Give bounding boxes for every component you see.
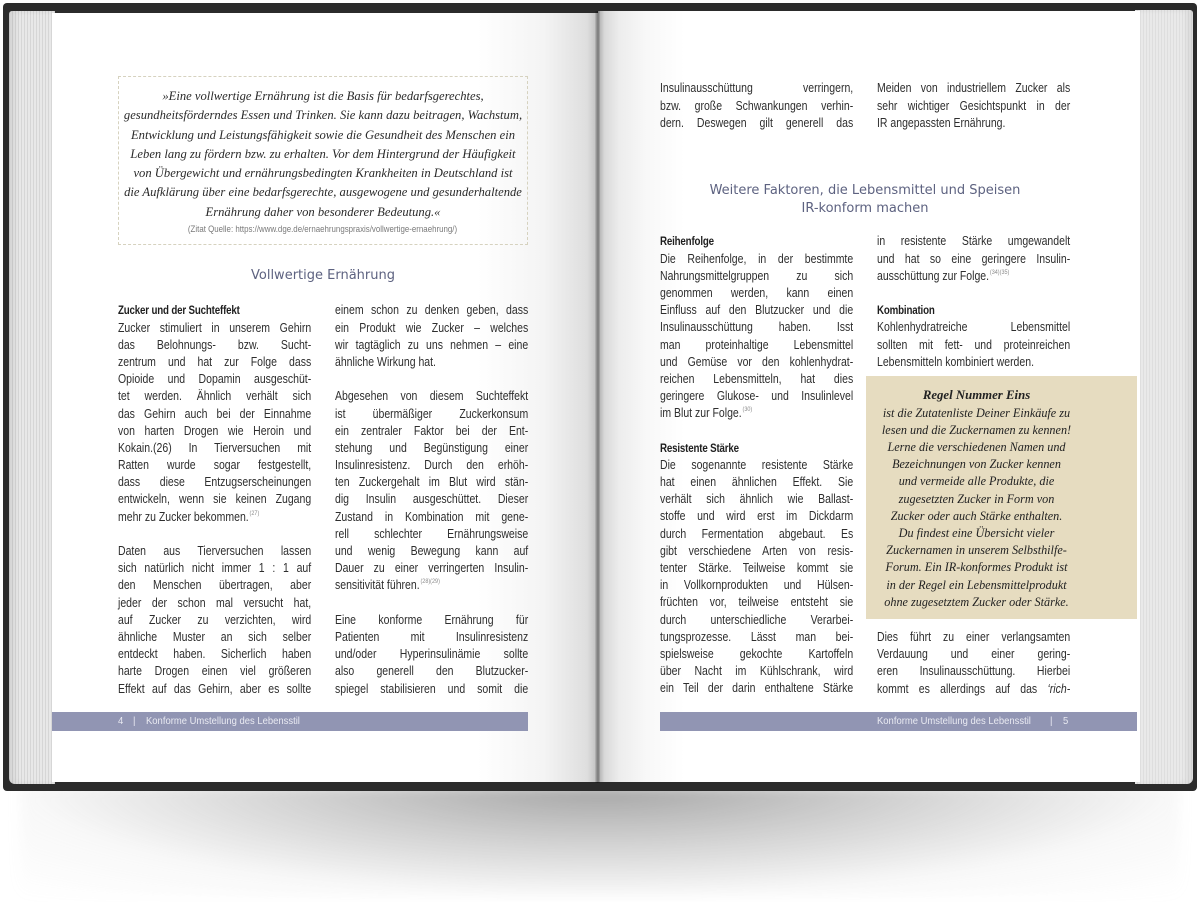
text-line: Kokain.(26) In Tierversuchen mit: [118, 440, 312, 455]
text-line: eren Insulinausschüttung. Hierbei: [877, 664, 1071, 679]
paragraph-gap: [118, 526, 311, 543]
text-line: in Vollkornprodukten und Hülsen-: [660, 578, 854, 593]
text-line: und vermeide alle Produkte, die: [898, 474, 1055, 489]
text-line: zentrum und hat zur Folge dass: [118, 354, 312, 369]
paragraph: [118, 543, 311, 698]
text-line: ein zentraler Faktor bei der Ent-: [335, 423, 529, 438]
paragraph: [877, 233, 1070, 285]
text-line: ten Zuckergehalt im Blut wird stän-: [335, 475, 529, 490]
text-line: durch Fermentation abgebaut. Es: [660, 526, 854, 541]
quote-source: [119, 222, 527, 236]
text-line: ein Produkt wie Zucker – welches: [335, 320, 529, 335]
left-column-2: [335, 302, 528, 697]
text-run: mehr zu Zucker bekommen.: [118, 509, 249, 524]
text-line: man proteinhaltige Lebensmittel: [660, 337, 854, 352]
left-column-1: [118, 302, 311, 697]
text-line: das Gehirn auch bei der Einnahme: [118, 406, 312, 421]
text-line: ohne zugesetztem Zucker oder Stärke.: [884, 594, 1069, 609]
section-title-line: Weitere Faktoren, die Lebensmittel und Speisen: [709, 183, 1021, 198]
text-line: dass diese Entzugserscheinungen: [118, 475, 312, 490]
text-line: von harten Drogen wie Heroin und: [118, 423, 312, 438]
text-line: zugesetzten Zucker in Form von: [898, 491, 1055, 506]
paragraph-gap: [335, 371, 528, 388]
text-line: Lebensmitteln kombiniert werden.: [877, 354, 1035, 369]
text-line: Meiden von industriellem Zucker als: [877, 81, 1071, 96]
text-line: spiegel stabilisieren und somit die: [335, 681, 529, 696]
text-line: tenter Stärke. Teilweise kommt sie: [660, 560, 854, 575]
text-line: entwickeln, wenn sie keinen Zugang: [118, 492, 312, 507]
text-line: die Aufklärung über eine bedarfsgerechte, ausgewogene und gesunderhaltende: [124, 185, 522, 200]
text-line: früchten vor, teilweise entsteht sie: [660, 595, 854, 610]
subheading-kombination: Kombination: [877, 304, 935, 318]
text-line: Verdauung und einer gering-: [877, 647, 1071, 662]
text-line: Leben lang zu fördern bzw. zu erhalten. Vor dem Hintergrund der Häufigkeit: [130, 146, 516, 161]
paragraph: [660, 251, 853, 423]
page-number: 5: [1063, 715, 1069, 727]
section-title-weitere-faktoren: [660, 182, 1070, 218]
text-line: Du findest eine Übersicht vieler: [898, 526, 1055, 541]
text-line: stoffe und wird erst im Dickdarm: [660, 509, 854, 524]
text-line: tungsprozesse. Lässt man bei-: [660, 629, 854, 644]
subheading-reihenfolge: Reihenfolge: [660, 235, 714, 249]
text-line: Zucker oder auch Stärke enthalten.: [890, 508, 1063, 523]
page-number: 4: [118, 715, 124, 727]
text-line: Kohlenhydratreiche Lebensmittel: [877, 320, 1071, 335]
subheading-resistente-staerke: Resistente Stärke: [660, 441, 739, 455]
running-title: Konforme Umstellung des Lebensstil: [146, 715, 300, 727]
text-line: harte Drogen einen viel größeren: [118, 664, 312, 679]
text-line: und Gemüse vor den kohlenhydrat-: [660, 354, 854, 369]
right-column-2-top: [877, 233, 1070, 371]
text-line: wir tagtäglich zu uns nehmen – eine: [335, 337, 529, 352]
right-column-2-bottom: [877, 629, 1070, 698]
text-line: sich natürlich nicht immer 1 : 1 auf: [118, 561, 312, 576]
footer-separator: |: [1050, 715, 1053, 727]
text-line: Insulinausschüttung verringern,: [660, 81, 854, 96]
paragraph: [335, 612, 528, 698]
text-line: hat einen ähnlichen Effekt. Sie: [660, 475, 854, 490]
text-line: Dauer zu einer verringerten Insulin-: [335, 561, 529, 576]
paragraph-gap: [335, 595, 528, 612]
text-line: durch unterschiedliche Verarbei-: [660, 612, 854, 627]
text-line: spielsweise gekochte Kartoffeln: [660, 646, 854, 661]
rule-callout-text: [869, 387, 1084, 611]
text-line: sehr wichtiger Gesichtspunkt in der: [877, 98, 1071, 113]
text-line: also generell den Blutzucker-: [335, 664, 529, 679]
text-line: Lerne die verschiedenen Namen und: [887, 440, 1066, 454]
rule-callout-title: Regel Nummer Eins: [922, 388, 1031, 403]
text-line: lesen und die Zuckernamen zu kennen!: [881, 422, 1072, 437]
paragraph-gap: [660, 422, 853, 439]
footnote-reference: (27): [249, 509, 260, 517]
text-line: dern. Deswegen gilt generell das: [660, 115, 854, 130]
text-line: Daten aus Tierversuchen lassen: [118, 544, 312, 559]
text-line: rell schlechter Ernährungsweise: [335, 526, 529, 541]
footer-bar-right: [660, 712, 1137, 731]
paragraph: [877, 319, 1070, 371]
right-top-column-1: [660, 80, 853, 132]
text-line: geringere Glukose- und Insulinlevel: [660, 389, 854, 404]
text-line: bzw. große Schwankungen verhin-: [660, 98, 854, 113]
text-line: jeder der schon mal versucht hat,: [118, 595, 312, 610]
text-line: Dies führt zu einer verlangsamten: [877, 630, 1071, 644]
right-column-1: [660, 233, 853, 697]
paragraph: [335, 388, 528, 594]
paragraph: [118, 320, 311, 526]
text-line: Bezeichnungen von Zucker kennen: [892, 457, 1061, 472]
right-top-column-2: [877, 80, 1070, 132]
text-line: auf Zucker zu verzichten, wird: [118, 612, 312, 627]
page-stack-right: [1135, 10, 1193, 784]
text-line: »Eine vollwertige Ernährung ist die Basis für bedarfsgerechtes,: [162, 89, 484, 103]
footer-separator: |: [133, 715, 136, 727]
book-spine: [595, 11, 600, 783]
running-title: Konforme Umstellung des Lebensstil: [877, 715, 1031, 727]
text-line: reichen Lebensmitteln, hat dies: [660, 371, 854, 386]
text-line: Die sogenannte resistente Stärke: [660, 457, 854, 472]
quote-source-text: (Zitat Quelle: https://www.dge.de/ernaehrungspraxis/vollwertige-ernaehrung/): [188, 224, 458, 234]
text-line: ist die Zutatenliste Deiner Einkäufe zu: [882, 405, 1071, 420]
footnote-reference: (30): [742, 406, 753, 414]
text-line: genommen werden, kann einen: [660, 285, 854, 300]
text-line: Einfluss auf den Blutzucker und die: [660, 303, 854, 318]
text-line: [118, 509, 311, 526]
text-line: [660, 405, 853, 422]
text-line: sollten mit fett- und proteinreichen: [877, 337, 1071, 352]
text-line: ein Teil der darin enthaltene Stärke: [660, 681, 854, 696]
text-line: das Belohnungs- bzw. Sucht-: [118, 337, 312, 352]
text-line: tet werden. Ähnlich verhält sich: [118, 389, 312, 404]
paragraph: [660, 80, 853, 132]
text-line: über Nacht im Kühlschrank, wird: [660, 664, 854, 679]
text-line: ähnliche Wirkung hat.: [335, 354, 436, 369]
text-line: Ratten wurde sogar festgestellt,: [118, 458, 312, 473]
text-line: in resistente Stärke umgewandelt: [877, 234, 1071, 249]
text-line: einem schon zu denken geben, dass: [335, 303, 529, 318]
section-title-vollwertige-ernaehrung: Vollwertige Ernährung: [251, 268, 395, 283]
text-run: im Blut zur Folge.: [660, 406, 742, 421]
quote-box: [118, 76, 528, 245]
paragraph-gap: [877, 285, 1070, 302]
page-stack-left: [9, 11, 55, 784]
footer-bar-left: [52, 712, 528, 731]
section-title-line: IR-konform machen: [801, 201, 929, 216]
paragraph: [335, 302, 528, 371]
text-line: Insulinresistenz. Durch den erhöh-: [335, 458, 529, 473]
text-run: sensitivität führen.: [335, 578, 420, 593]
text-line: Abgesehen von diesem Suchteffekt: [335, 389, 529, 404]
text-line: gibt verschiedene Arten von resis-: [660, 543, 854, 558]
text-line: gesundheitsförderndes Essen und Trinken. Sie kann dazu beitragen, Wachstum,: [123, 108, 523, 123]
text-line: Effekt auf das Gehirn, aber es sollte: [118, 681, 312, 696]
text-line: und hat so eine geringere Insulin-: [877, 251, 1071, 266]
emphasis-text: ‘rich-: [1047, 681, 1071, 696]
footnote-reference: (28)(29): [420, 578, 440, 586]
text-run: kommt es allerdings auf das: [877, 681, 1048, 696]
text-line: ähnliche Muster an sich selber: [118, 629, 312, 644]
text-line: Ernährung daher von besonderer Bedeutung.«: [205, 204, 441, 219]
text-line: Entwicklung und Leistungsfähigkeit sowie die Gesundheit des Menschen ein: [130, 127, 516, 142]
text-line: [335, 577, 528, 594]
text-line: den Menschen übertragen, aber: [118, 578, 312, 593]
text-line: Zuckernamen in unserem Selbsthilfe-: [886, 543, 1067, 558]
subheading-suchteffekt: Zucker und der Suchteffekt: [118, 304, 240, 318]
quote-text: [119, 87, 527, 222]
text-line: Zustand in Kombination mit gene-: [335, 509, 529, 524]
text-line: Eine konforme Ernährung für: [335, 612, 529, 627]
text-line: Nahrungsmittelgruppen zu sich: [660, 268, 854, 283]
text-line: stehung und Begünstigung einer: [335, 440, 529, 455]
text-line: [877, 268, 1070, 285]
paragraph: [877, 629, 1070, 698]
footnote-reference: (34)(35): [989, 268, 1010, 276]
text-line: dig Insulin ausgeschüttet. Dieser: [335, 492, 529, 507]
text-line: Patienten mit Insulinresistenz: [335, 629, 529, 644]
book-shadow: [20, 786, 1180, 896]
text-line: und/oder Hyperinsulinämie sollte: [335, 647, 529, 662]
text-line: von Übergewicht und ernährungsbedingten Krankheiten in Deutschland ist: [133, 166, 513, 181]
rule-callout-body: [869, 405, 1084, 611]
text-line: Opioide und Dopamin ausgeschüt-: [118, 372, 312, 387]
text-run: ausschüttung zur Folge.: [877, 268, 990, 283]
text-line: in der Regel ein Lebensmittelprodukt: [886, 577, 1067, 592]
text-line: Zucker stimuliert in unserem Gehirn: [118, 320, 312, 335]
text-line: entdeckt haben. Sicherlich haben: [118, 647, 312, 662]
text-line: ist übermäßiger Zuckerkonsum: [335, 406, 529, 421]
text-line: IR angepassten Ernährung.: [877, 115, 1006, 130]
text-line: Insulinausschüttung haben. Isst: [660, 320, 854, 335]
text-line: Forum. Ein IR-konformes Produkt ist: [885, 560, 1068, 575]
paragraph: [660, 457, 853, 698]
text-line: und wenig Bewegung kann auf: [335, 544, 529, 559]
text-line: Die Reihenfolge, in der bestimmte: [660, 251, 854, 266]
rule-callout-box: [866, 376, 1137, 619]
paragraph: [877, 80, 1070, 132]
text-line: verhält sich ähnlich wie Ballast-: [660, 492, 854, 507]
text-line: [877, 681, 1070, 698]
